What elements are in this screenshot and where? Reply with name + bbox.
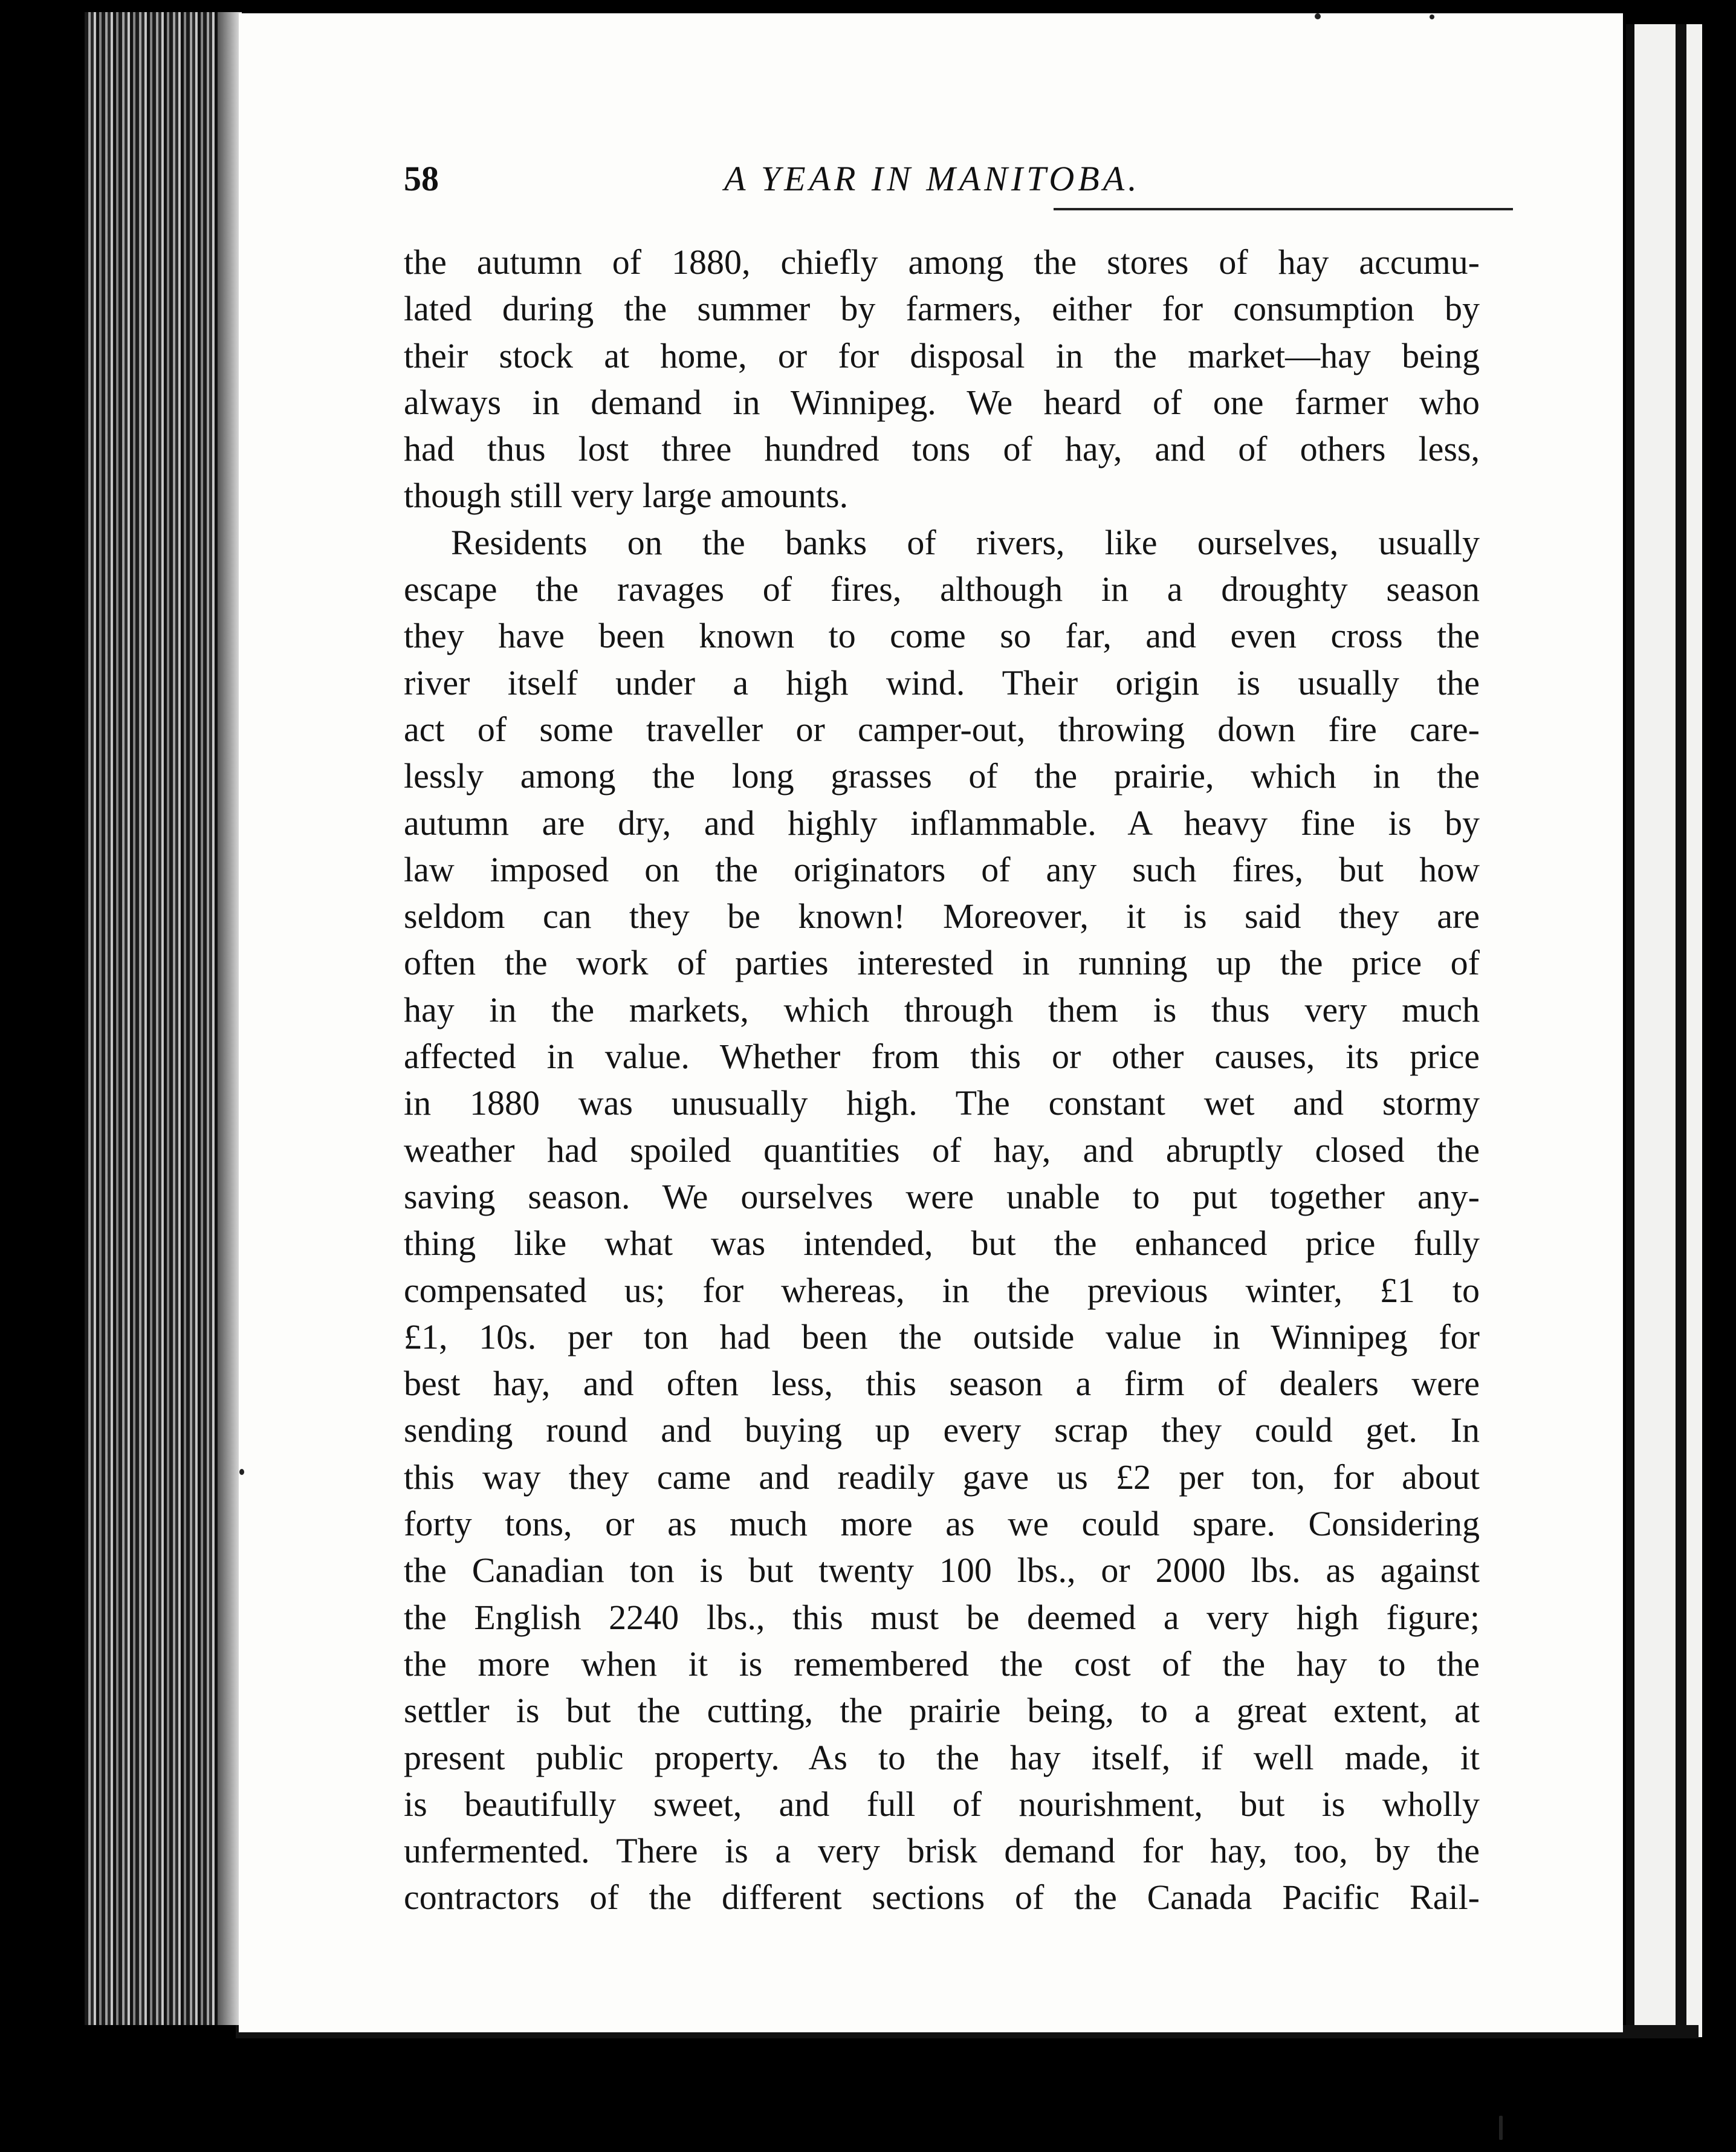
scan-speck (1315, 13, 1321, 19)
text-line: Residents on the banks of rivers, like ourselves, usually (451, 522, 1480, 562)
facing-page-edge-dark (1676, 24, 1686, 2037)
text-line: had thus lost three hundred tons of hay, and of others less, (404, 429, 1480, 469)
text-line: £1, 10s. per ton had been the outside value in Winnipeg for (404, 1317, 1480, 1356)
text-line: always in demand in Winnipeg. We heard of one farmer who (404, 382, 1480, 422)
text-line: they have been known to come so far, and even cross the (404, 616, 1480, 656)
book-edge (85, 12, 236, 2025)
text-line: unfermented. There is a very brisk demand for hay, too, by the (404, 1831, 1480, 1871)
text-line: present public property. As to the hay itself, if well made, it (404, 1737, 1480, 1777)
text-line: affected in value. Whether from this or other causes, its price (404, 1037, 1480, 1077)
text-line: hay in the markets, which through them is thus very much (404, 990, 1480, 1029)
text-line: sending round and buying up every scrap they could get. In (404, 1410, 1480, 1450)
facing-page-edge (1626, 24, 1702, 2037)
text-line: settler is but the cutting, the prairie being, to a great extent, at (404, 1691, 1480, 1731)
text-line: lated during the summer by farmers, either for consumption by (404, 289, 1480, 329)
text-line: often the work of parties interested in running up the price of (404, 943, 1480, 983)
page-number: 58 (404, 159, 439, 198)
text-line: in 1880 was unusually high. The constant wet and stormy (404, 1083, 1480, 1123)
text-line: this way they came and readily gave us £2 per ton, for about (404, 1457, 1480, 1497)
scan-speck (1499, 2116, 1503, 2140)
book-gutter-shadow (218, 12, 242, 2025)
text-line: contractors of the different sections of the Canada Pacific Rail- (404, 1878, 1480, 1917)
text-line: their stock at home, or for disposal in the market—hay being (404, 335, 1480, 375)
text-line: river itself under a high wind. Their origin is usually the (404, 663, 1480, 702)
text-line: though still very large amounts. (404, 476, 849, 516)
text-line: the more when it is remembered the cost of the hay to the (404, 1644, 1480, 1684)
text-line: autumn are dry, and highly inflammable. A heavy fine is by (404, 803, 1480, 843)
text-line: escape the ravages of fires, although in a droughty season (404, 569, 1480, 609)
running-title: A YEAR IN MANITOBA. (724, 159, 1141, 198)
text-line: best hay, and often less, this season a firm of dealers were (404, 1364, 1480, 1404)
header-rule (1054, 208, 1513, 210)
text-line: weather had spoiled quantities of hay, and abruptly closed the (404, 1130, 1480, 1170)
running-header (404, 158, 1480, 213)
text-line: thing like what was intended, but the enhanced price fully (404, 1223, 1480, 1263)
text-line: the English 2240 lbs., this must be deemed a very high figure; (404, 1597, 1480, 1637)
scan-speck (1430, 15, 1434, 19)
text-line: compensated us; for whereas, in the previous winter, £1 to (404, 1270, 1480, 1310)
scan-speck (239, 1469, 244, 1475)
text-line: law imposed on the originators of any such fires, but how (404, 849, 1480, 889)
text-line: saving season. We ourselves were unable to put together any- (404, 1176, 1480, 1216)
body-text (404, 239, 1480, 1921)
text-line: the Canadian ton is but twenty 100 lbs., or 2000 lbs. as against (404, 1551, 1480, 1590)
text-line: is beautifully sweet, and full of nourishment, but is wholly (404, 1784, 1480, 1824)
text-line: forty tons, or as much more as we could spare. Considering (404, 1504, 1480, 1544)
text-line: act of some traveller or camper-out, throwing down fire care- (404, 709, 1480, 749)
text-line: seldom can they be known! Moreover, it is said they are (404, 896, 1480, 936)
text-line: the autumn of 1880, chiefly among the stores of hay accumu- (404, 242, 1480, 282)
text-line: lessly among the long grasses of the prairie, which in the (404, 756, 1480, 796)
